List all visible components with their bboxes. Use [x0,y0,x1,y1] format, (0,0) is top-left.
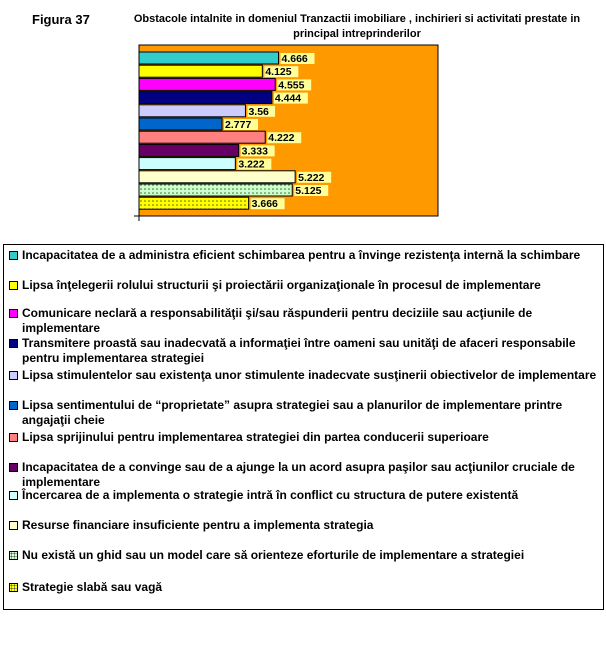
legend-swatch [9,551,18,560]
legend-item [9,278,599,293]
data-label: 4.125 [265,66,292,79]
data-label: 4.555 [278,79,305,92]
bar [139,131,265,143]
legend-label: Comunicare neclară a responsabilităţii şi/sau răspunderii pentru deciziile sau acţiunile de implementare [22,306,533,335]
legend-item [9,336,599,366]
legend-item [9,580,599,595]
legend-label: Incapacitatea de a convinge sau de a ajunge la un acord asupra paşilor sau acţiunilor cruciale de implementare [22,460,575,489]
data-label: 3.222 [238,158,265,171]
data-label: 5.222 [298,171,325,184]
data-label: 3.56 [248,105,269,118]
legend-item [9,518,599,533]
legend-swatch [9,521,18,530]
legend-label: Transmitere proastă sau inadecvată a informaţiei între oameni sau unităţi de afaceri responsabile pentru implementarea strategiei [22,336,576,365]
data-label: 4.444 [274,92,302,105]
legend-item [9,248,599,263]
legend-item [9,460,599,490]
bar [139,65,262,77]
bar [139,184,292,196]
bar [139,118,222,130]
legend-swatch [9,433,18,442]
legend-swatch [9,281,18,290]
legend-label: Lipsa sentimentului de “proprietate” asupra strategiei sau a planurilor de implementare printre angajaţii cheie [22,398,563,427]
data-label: 5.125 [295,185,322,197]
legend-swatch [9,251,18,260]
figure-label: Figura 37 [32,12,90,27]
data-label: 3.666 [251,198,278,211]
legend-swatch [9,371,18,380]
legend-swatch [9,463,18,472]
legend-label: Strategie slabă sau vagă [22,580,163,594]
bar [139,105,245,117]
legend-item [9,368,599,383]
legend-swatch [9,491,18,500]
legend-label: Lipsa înţelegerii rolului structurii şi proiectării organizaţionale în procesul de implementare [22,278,541,292]
bar-chart [0,0,606,244]
chart-title: Obstacole intalnite in domeniul Tranzactii imobiliare , inchirieri si activitati prestate in principal intreprinderilor [133,13,581,40]
data-label: 4.666 [281,53,308,65]
bar [139,144,239,156]
legend-item [9,306,599,336]
bar [139,171,295,183]
bar [139,52,279,64]
data-label: 3.333 [241,145,268,158]
legend-label: Lipsa stimulentelor sau existenţa unor stimulente inadecvate susţinerii obiectivelor de implementare [22,368,597,382]
legend-swatch [9,583,18,592]
legend [3,244,604,610]
legend-label: Încercarea de a implementa o strategie intră în conflict cu structura de putere existentă [22,488,519,502]
bar [139,92,272,104]
bar [139,158,235,170]
legend-item [9,398,599,428]
bar [139,78,275,90]
legend-swatch [9,339,18,348]
legend-swatch [9,309,18,318]
data-label: 2.777 [225,119,252,131]
legend-label: Incapacitatea de a administra eficient schimbarea pentru a învinge rezistenţa internă la schimbare [22,248,581,262]
legend-item [9,548,599,563]
legend-label: Lipsa sprijinului pentru implementarea strategiei din partea conducerii superioare [22,430,489,444]
legend-swatch [9,401,18,410]
legend-label: Resurse financiare insuficiente pentru a implementa strategia [22,518,374,532]
legend-label: Nu există un ghid sau un model care să orienteze eforturile de implementare a strategiei [22,548,525,562]
legend-item [9,488,599,503]
data-label: 4.222 [268,132,295,145]
bar [139,197,249,209]
legend-item [9,430,599,445]
